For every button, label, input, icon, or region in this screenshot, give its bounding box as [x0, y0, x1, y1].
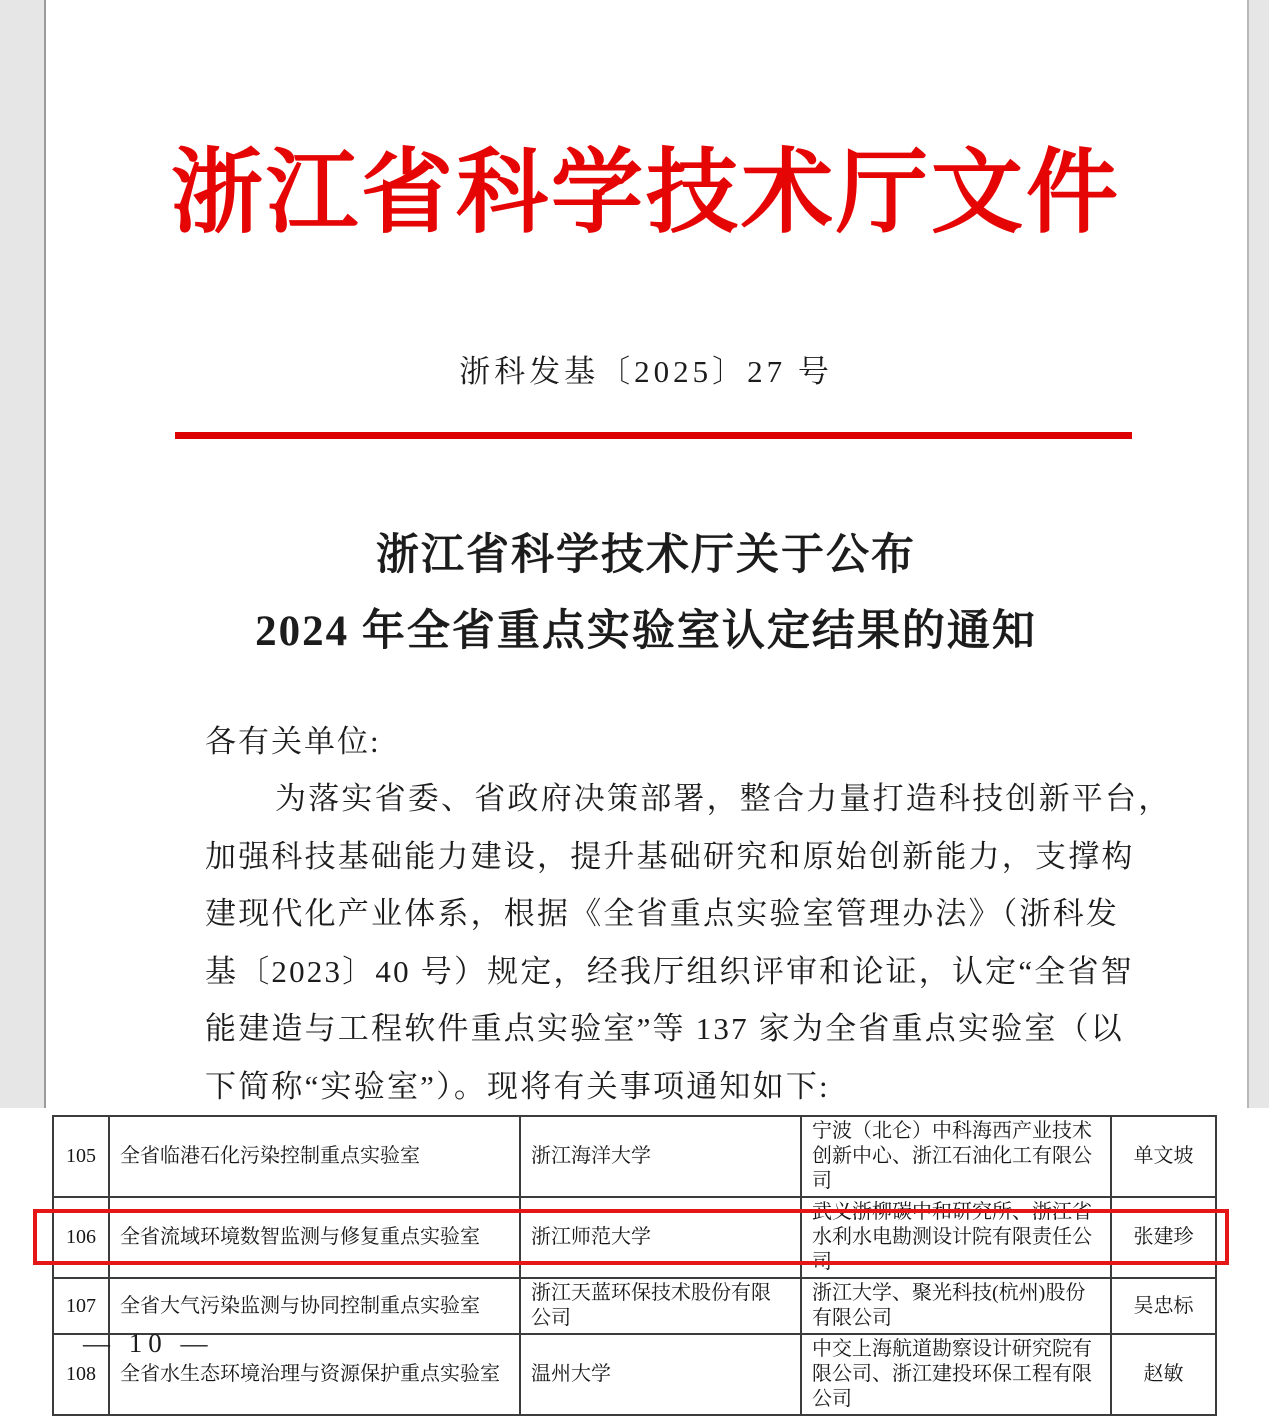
row-number-cell: 108 — [53, 1334, 109, 1415]
row-number-cell: 105 — [53, 1116, 109, 1197]
notice-title-line1: 浙江省科学技术厅关于公布 — [376, 532, 916, 579]
row-number-cell: 106 — [53, 1197, 109, 1278]
notice-title-line2: 2024 年全省重点实验室认定结果的通知 — [255, 608, 1037, 655]
director-cell: 单文坡 — [1111, 1116, 1216, 1197]
document-number: 浙科发基〔2025〕27 号 — [459, 354, 833, 389]
host-unit-cell: 温州大学 — [520, 1334, 801, 1415]
row-number-cell: 107 — [53, 1278, 109, 1334]
director-cell: 张建珍 — [1111, 1197, 1216, 1278]
body-line: 为落实省委、省政府决策部署，整合力量打造科技创新平台， — [275, 781, 1172, 816]
lab-name-cell: 全省流域环境数智监测与修复重点实验室 — [109, 1197, 520, 1278]
lab-results-table — [52, 1115, 1217, 1416]
partner-units-cell: 宁波（北仑）中科海西产业技术创新中心、浙江石油化工有限公司 — [801, 1116, 1111, 1197]
partner-units-cell: 中交上海航道勘察设计研究院有限公司、浙江建投环保工程有限公司 — [801, 1334, 1111, 1415]
director-cell: 吴忠标 — [1111, 1278, 1216, 1334]
body-line: 下简称“实验室”）。现将有关事项通知如下: — [205, 1068, 830, 1104]
host-unit-cell: 浙江天蓝环保技术股份有限公司 — [520, 1278, 801, 1334]
lab-name-cell: 全省临港石化污染控制重点实验室 — [109, 1116, 520, 1197]
page-number: — 10 — — [83, 1328, 214, 1358]
scan-left-margin — [0, 0, 46, 1113]
host-unit-cell: 浙江师范大学 — [520, 1197, 801, 1278]
scan-right-margin — [1247, 0, 1269, 1128]
notice-title — [45, 518, 1247, 670]
lab-name-cell: 全省大气污染监测与协同控制重点实验室 — [109, 1278, 520, 1334]
table-row — [53, 1334, 1216, 1415]
host-unit-cell: 浙江海洋大学 — [520, 1116, 801, 1197]
partner-units-cell: 武义浙柳碳中和研究所、浙江省水利水电勘测设计院有限责任公司 — [801, 1197, 1111, 1278]
table-row-highlighted — [53, 1278, 1216, 1334]
table-row — [53, 1197, 1216, 1278]
table-row — [53, 1116, 1216, 1197]
letterhead-title: 浙江省科学技术厅文件 — [170, 142, 1121, 244]
salutation: 各有关单位: — [205, 724, 381, 759]
partner-units-cell: 浙江大学、聚光科技(杭州)股份有限公司 — [801, 1278, 1111, 1334]
body-line: 加强科技基础能力建设，提升基础研究和原始创新能力，支撑构 — [205, 838, 1135, 874]
letterhead-divider-rule — [175, 432, 1132, 439]
body-line: 能建造与工程软件重点实验室”等 137 家为全省重点实验室（以 — [205, 1011, 1124, 1046]
lab-name-cell: 全省水生态环境治理与资源保护重点实验室 — [109, 1334, 520, 1415]
notice-body — [205, 770, 1172, 1115]
body-line: 基〔2023〕40 号）规定，经我厅组织评审和论证，认定“全省智 — [205, 953, 1134, 989]
director-cell: 赵敏 — [1111, 1334, 1216, 1415]
body-line: 建现代化产业体系，根据《全省重点实验室管理办法》（浙科发 — [205, 896, 1120, 931]
